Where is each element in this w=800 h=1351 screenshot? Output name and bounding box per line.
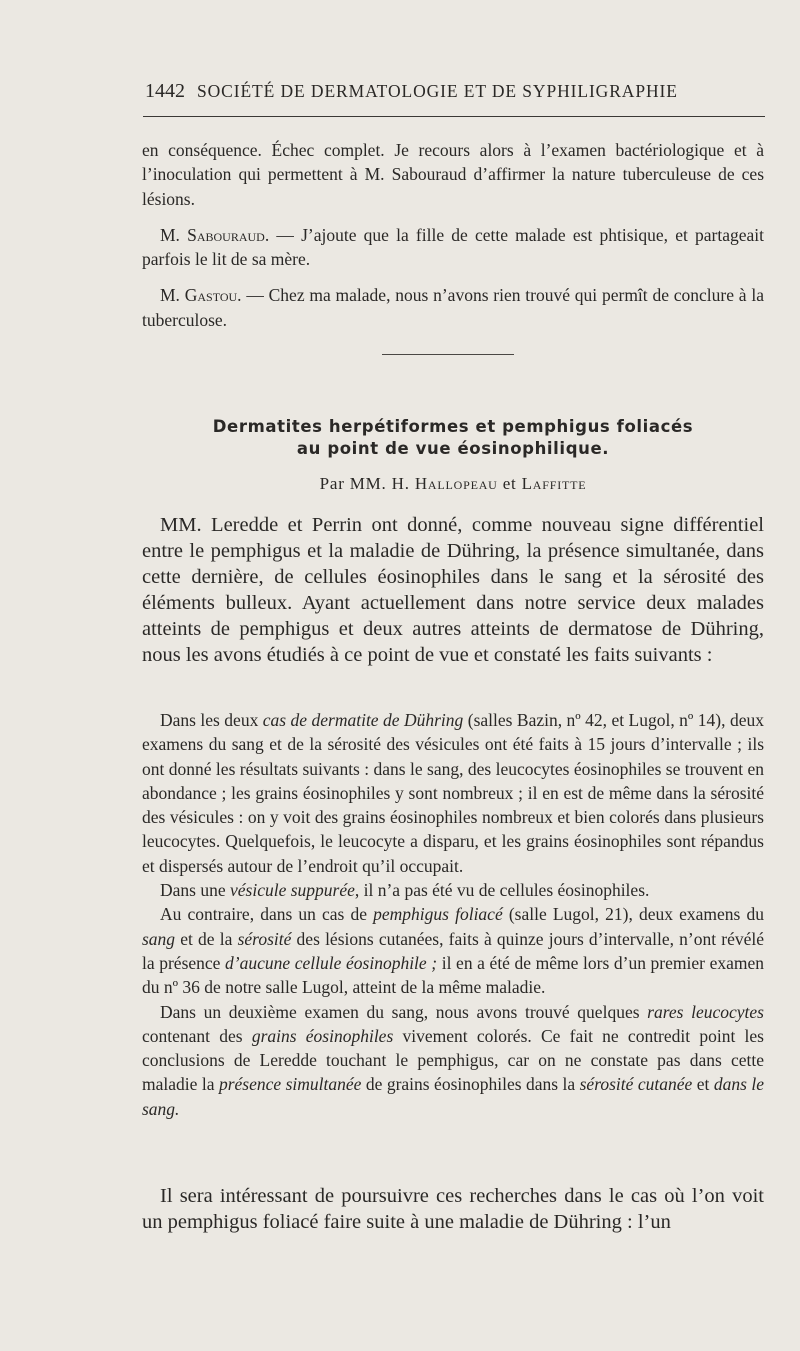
author-laffitte: Laffitte [521, 474, 587, 493]
section-separator [382, 354, 514, 355]
intro-paragraph: MM. Leredde et Perrin ont donné, comme nouveau signe différentiel entre le pemphigus et la maladie de Dühring, la présence simultanée, dans cette dernière, de cellules éosinophiles dans le sang et la sérosité des éléments bulleux. Ayant actuellement dans notre service deux malades atteints de pemphigus et deux autres atteints de dermatose de Dühring, nous les avons étudiés à ce point de vue et constaté les faits suivants : [142, 514, 764, 666]
author-hallopeau: Hallopeau [414, 474, 498, 493]
speaker-gastou: M. Gastou. [160, 285, 242, 306]
article-closing [142, 1183, 764, 1235]
discussion-paragraph-2: M. Sabouraud. — J’ajoute que la fille de cette malade est phtisique, et partageait parfois le lit de sa mère. [142, 224, 765, 270]
closing-paragraph: Il sera intéressant de poursuivre ces recherches dans le cas où l’on voit un pemphigus foliacé faire suite à une maladie de Dühring : l’un [142, 1185, 764, 1233]
discussion-paragraph-3: M. Gastou. — Chez ma malade, nous n’avons rien trouvé qui permît de conclure à la tuberculose. [142, 285, 764, 330]
article-authors: Par MM. H. Hallopeau et Laffitte [319, 474, 587, 493]
running-header [145, 80, 765, 103]
discussion-paragraph-1: en conséquence. Échec complet. Je recours alors à l’examen bactériologique et à l’inoculation qui permettent à M. Sabouraud d’affirmer la nature tuberculeuse de ces lésions. [142, 140, 764, 209]
running-title: SOCIÉTÉ DE DERMATOLOGIE ET DE SYPHILIGRAPHIE [197, 81, 678, 101]
body-paragraph-4: Dans un deuxième examen du sang, nous avons trouvé quelques rares leucocytes contenant des grains éosinophiles vivement colorés. Ce fait ne contredit point les conclusions de Leredde touchant le pemphigus, car on ne constate pas dans cette maladie la présence simultanée de grains éosinophiles dans la sérosité cutanée et dans le sang. [142, 1001, 764, 1119]
speaker-sabouraud: M. Sabouraud. [160, 224, 270, 245]
discussion-section [142, 138, 764, 332]
body-paragraph-3: Au contraire, dans un cas de pemphigus foliacé (salle Lugol, 21), deux examens du sang et de la sérosité des lésions cutanées, faits à quinze jours d’intervalle, n’ont révélé la présence d’aucune cellule éosinophile ; il en a été de même lors d’un premier examen du nº 36 de notre salle Lugol, atteint de la même maladie. [142, 904, 765, 998]
header-rule [143, 116, 765, 117]
article-body [142, 708, 764, 1121]
body-paragraph-1: Dans les deux cas de dermatite de Dühring (salles Bazin, nº 42, et Lugol, nº 14), deux examens du sang et de la sérosité des vésicules ont été faits à 15 jours d’intervalle ; ils ont donné les résultats suivants : dans le sang, des leucocytes éosinophiles se trouvent en abondance ; les grains éosinophiles y sont nombreux ; il en est de même dans la sérosité des vésicules : on y voit des grains éosinophiles nombreux et bien colorés dans plusieurs leucocytes. Quelquefois, le leucocyte a disparu, et les grains éosinophiles sont répandus et dispersés autour de l’endroit qu’il occupait. [142, 710, 764, 876]
article-title-line-2: au point de vue éosinophilique. [296, 439, 610, 458]
body-paragraph-2: Dans une vésicule suppurée, il n’a pas été vu de cellules éosinophiles. [160, 880, 650, 901]
article-title-line-1: Dermatites herpétiformes et pemphigus foliacés [212, 417, 694, 436]
article-intro [142, 512, 764, 668]
page-number: 1442 [145, 80, 185, 102]
